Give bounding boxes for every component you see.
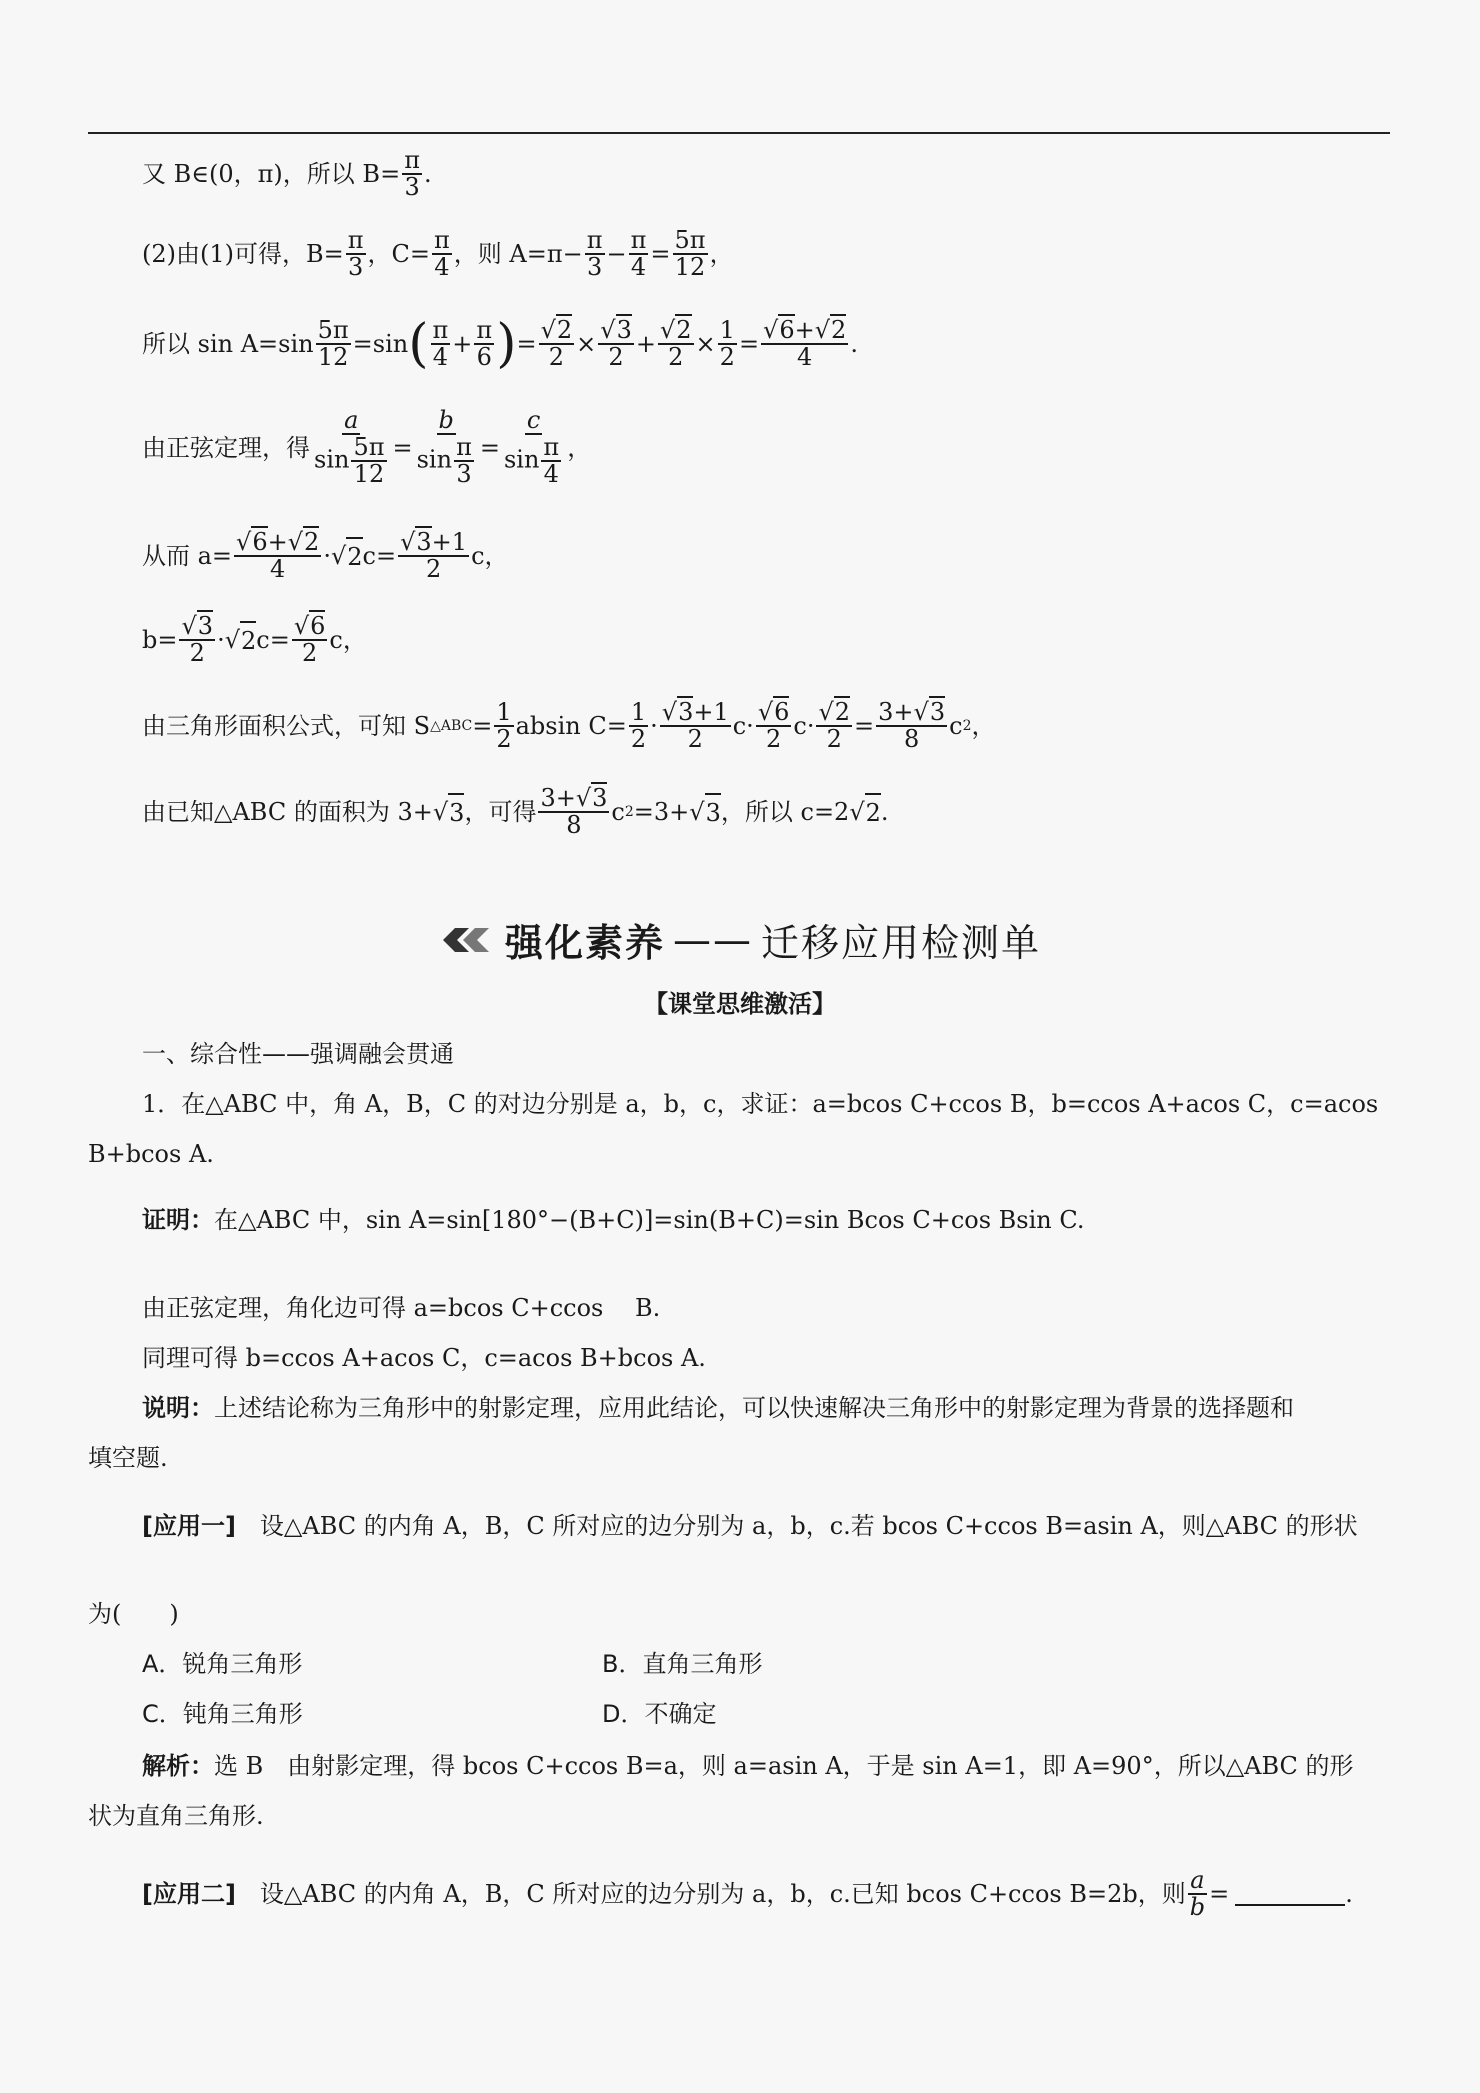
numerator: c <box>526 406 541 434</box>
text: = <box>1209 1880 1230 1909</box>
denominator: 12 <box>674 253 706 282</box>
denominator: 2 <box>630 725 647 754</box>
three-plus: 3+ <box>878 698 914 726</box>
radicand: 2 <box>304 528 320 556</box>
radicand: 6 <box>310 612 326 640</box>
text: . <box>423 160 432 189</box>
fraction <box>598 318 634 370</box>
numerator <box>658 318 694 345</box>
option-d[interactable]: D．不确定 <box>602 1700 717 1728</box>
fraction <box>538 786 609 838</box>
fraction <box>756 700 792 752</box>
sqrt-symbol <box>541 316 556 344</box>
numerator: π <box>404 146 420 174</box>
text: = <box>392 433 413 462</box>
fraction <box>585 228 605 280</box>
fraction <box>541 435 561 487</box>
fraction <box>431 318 451 370</box>
text: = <box>472 712 493 741</box>
radicand: 3 <box>197 612 214 640</box>
text: ， <box>709 240 734 269</box>
sqrt-symbol <box>181 612 196 640</box>
fraction <box>816 700 852 752</box>
solution-line-5 <box>142 530 509 582</box>
denominator: 3 <box>404 173 420 202</box>
radicand: 6 <box>252 528 268 556</box>
denominator: 2 <box>765 725 782 754</box>
sqrt-symbol <box>288 528 303 556</box>
numerator <box>234 530 321 557</box>
sin: sin <box>314 445 350 474</box>
sqrt-symbol <box>600 316 615 344</box>
denominator: 2 <box>668 343 684 372</box>
numerator: 1 <box>630 698 647 726</box>
numerator <box>292 614 328 641</box>
denominator: 2 <box>687 725 703 754</box>
text: (2)由(1)可得，B= <box>142 240 344 269</box>
radicand: 6 <box>779 316 795 344</box>
fraction <box>1188 1868 1207 1920</box>
application-1 <box>142 1508 1358 1544</box>
fraction <box>415 408 478 488</box>
fraction <box>673 228 708 280</box>
denominator <box>415 435 478 487</box>
numerator: π <box>543 433 560 462</box>
numerator: π <box>476 316 493 344</box>
text: c= <box>256 626 290 655</box>
sqrt-symbol <box>815 316 830 344</box>
fraction <box>660 700 731 752</box>
text: c， <box>471 542 509 571</box>
proof-line-3: 同理可得 b=ccos A+acos C，c=acos B+bcos A. <box>142 1344 706 1372</box>
denominator: 8 <box>904 725 920 754</box>
fraction <box>539 318 575 370</box>
proof-text: 在△ABC 中，sin A=sin[180°−(B+C)]=sin(B+C)=sin Bcos C+cos Bsin C. <box>214 1206 1085 1234</box>
option-a[interactable]: A．锐角三角形 <box>142 1650 303 1678</box>
fraction <box>718 318 737 370</box>
radicand: 2 <box>556 316 573 344</box>
radicand: 3 <box>416 528 432 556</box>
denominator: 4 <box>630 253 647 282</box>
sqrt-symbol <box>400 528 415 556</box>
radicand: 2 <box>240 621 256 659</box>
denominator: 4 <box>434 253 450 282</box>
sqrt-symbol <box>689 794 704 830</box>
proof-line-2: 由正弦定理，角化边可得 a=bcos C+ccos B. <box>142 1294 661 1322</box>
numerator: 5π <box>353 433 385 462</box>
fraction <box>494 700 513 752</box>
text: . <box>850 330 858 359</box>
radicand: 3 <box>616 316 632 344</box>
text: c <box>611 798 625 827</box>
text: 所以 sin A=sin <box>142 330 314 359</box>
plus-one: +1 <box>693 698 729 726</box>
denominator: 3 <box>456 460 472 489</box>
fraction <box>346 228 366 280</box>
analysis-line-2: 状为直角三角形. <box>88 1802 264 1830</box>
note-text: 上述结论称为三角形中的射影定理，应用此结论，可以快速解决三角形中的射影定理为背景的选择题和 <box>214 1394 1294 1422</box>
sqrt-symbol <box>294 612 309 640</box>
option-c[interactable]: C．钝角三角形 <box>142 1700 303 1728</box>
plus: + <box>267 528 288 556</box>
note-label: 说明： <box>142 1394 214 1422</box>
radicand: 3 <box>592 784 608 812</box>
heading-1: 一、综合性——强调融会贯通 <box>142 1040 454 1068</box>
left-paren: ( <box>408 314 429 375</box>
solution-line-1 <box>142 148 432 200</box>
text: × <box>576 330 597 359</box>
numerator: π <box>347 226 364 254</box>
solution-line-2 <box>142 228 734 280</box>
fraction <box>454 435 474 487</box>
text: ，则 A=π− <box>453 240 583 269</box>
option-b[interactable]: B．直角三角形 <box>602 1650 763 1678</box>
subscript: △ABC <box>430 718 473 735</box>
sin: sin <box>503 445 540 474</box>
proof-line <box>142 1202 1085 1238</box>
denominator: 4 <box>543 460 559 489</box>
sqrt-symbol <box>236 528 251 556</box>
denominator: 4 <box>797 343 813 372</box>
denominator: 12 <box>317 343 349 372</box>
text: · <box>217 626 225 655</box>
numerator <box>876 700 947 727</box>
superscript: 2 <box>962 718 972 735</box>
application-1-text: 设△ABC 的内角 A，B，C 所对应的边分别为 a，b，c.若 bcos C+ccos B=asin A，则△ABC 的形状 <box>235 1512 1358 1540</box>
denominator: 2 <box>301 639 318 668</box>
answer-blank[interactable] <box>1235 1882 1345 1906</box>
solution-line-3 <box>142 314 858 375</box>
text: =sin <box>352 330 409 359</box>
numerator: a <box>344 406 359 434</box>
application-1-label: [应用一] <box>142 1512 236 1540</box>
text: − <box>606 240 627 269</box>
text: × <box>695 330 716 359</box>
application-2-text: 设△ABC 的内角 A，B，C 所对应的边分别为 a，b，c.已知 bcos C+ccos B=2b，则 <box>235 1880 1186 1909</box>
fraction <box>502 408 565 488</box>
superscript: 2 <box>624 804 634 821</box>
denominator: 2 <box>608 343 624 372</box>
denominator: 2 <box>548 343 565 372</box>
sqrt-symbol <box>225 622 240 658</box>
denominator: 3 <box>587 253 603 282</box>
text: c· <box>732 712 754 741</box>
fraction <box>402 148 422 200</box>
denominator: 6 <box>476 343 492 372</box>
text: ，所以 c=2 <box>720 798 850 827</box>
fraction <box>316 318 351 370</box>
section-title-rest: 迁移应用检测单 <box>761 921 1042 965</box>
fraction <box>179 614 215 666</box>
denominator: 2 <box>425 555 442 584</box>
solution-line-4 <box>142 408 591 488</box>
numerator: a <box>1190 1866 1205 1894</box>
fraction <box>312 408 391 488</box>
sqrt-symbol <box>914 698 929 726</box>
denominator: 4 <box>432 343 449 372</box>
analysis-text: 选 B 由射影定理，得 bcos C+ccos B=a，则 a=asin A，于是 sin A=1，即 A=90°，所以△ABC 的形 <box>214 1752 1354 1780</box>
numerator: π <box>586 226 603 254</box>
text: . <box>880 798 889 827</box>
denominator <box>502 435 565 487</box>
radicand: 2 <box>834 698 851 726</box>
denominator: 2 <box>189 639 205 668</box>
numerator: π <box>432 316 449 344</box>
denominator: 4 <box>270 555 286 584</box>
denominator <box>312 435 391 487</box>
numerator <box>398 530 469 557</box>
denominator: 8 <box>566 811 582 840</box>
fraction <box>761 318 848 370</box>
sqrt-symbol <box>758 698 773 726</box>
text: · <box>323 542 331 571</box>
fraction <box>474 318 494 370</box>
radicand: 3 <box>705 793 721 831</box>
sqrt-symbol <box>433 794 448 830</box>
text: 从而 a= <box>142 542 233 571</box>
numerator: 5π <box>674 226 706 254</box>
text: c， <box>329 626 367 655</box>
fraction <box>876 700 947 752</box>
text: = <box>516 330 537 359</box>
section-title <box>0 912 1480 967</box>
denominator: 3 <box>348 253 364 282</box>
text: c· <box>793 712 815 741</box>
sqrt-symbol <box>331 538 346 574</box>
solution-line-6 <box>142 614 367 666</box>
fraction <box>234 530 321 582</box>
plus: + <box>794 316 815 344</box>
text: absin C= <box>515 712 627 741</box>
sqrt-symbol <box>660 316 675 344</box>
text: · <box>650 712 658 741</box>
radicand: 2 <box>676 316 692 344</box>
application-2-label: [应用二] <box>142 1880 236 1909</box>
text: 又 B∈(0，π)，所以 B= <box>142 160 401 189</box>
denominator: b <box>1189 1893 1206 1922</box>
three-plus: 3+ <box>540 784 576 812</box>
text: = <box>738 330 760 359</box>
numerator: π <box>456 433 472 462</box>
radicand: 2 <box>865 793 881 831</box>
header-rule <box>88 132 1390 134</box>
text: = <box>650 240 671 269</box>
analysis-line <box>142 1748 1354 1784</box>
numerator <box>756 700 792 727</box>
text: ， <box>567 433 592 462</box>
text: 由已知△ABC 的面积为 3+ <box>142 798 433 827</box>
denominator: 2 <box>826 725 842 754</box>
sqrt-symbol <box>849 794 864 830</box>
numerator: 1 <box>496 698 512 726</box>
fraction <box>398 530 469 582</box>
solution-line-8 <box>142 786 889 838</box>
fraction <box>629 700 648 752</box>
text: ，C= <box>367 240 431 269</box>
numerator <box>598 318 634 345</box>
sqrt-symbol <box>662 698 677 726</box>
note-line-2: 填空题. <box>88 1444 168 1472</box>
fraction <box>432 228 452 280</box>
numerator <box>179 614 215 641</box>
fraction <box>351 435 386 487</box>
fraction <box>658 318 694 370</box>
fraction <box>292 614 328 666</box>
text: . <box>1345 1880 1353 1909</box>
numerator: 1 <box>719 316 735 344</box>
radicand: 3 <box>678 698 694 726</box>
sqrt-symbol <box>818 698 833 726</box>
section-title-bold: 强化素养 <box>504 921 665 965</box>
numerator <box>539 318 575 345</box>
text: + <box>452 330 473 359</box>
text: b= <box>142 626 178 655</box>
numerator: b <box>438 406 454 434</box>
text: 由正弦定理，得 <box>142 433 310 462</box>
sqrt-symbol <box>763 316 778 344</box>
radicand: 3 <box>929 698 946 726</box>
sin: sin <box>416 445 453 474</box>
numerator <box>538 786 609 813</box>
text: + <box>635 330 656 359</box>
solution-line-7 <box>142 700 996 752</box>
right-paren: ) <box>496 314 517 375</box>
question-1-line-1: 1．在△ABC 中，角 A，B，C 的对边分别是 a，b，c，求证：a=bcos C+ccos B，b=ccos A+acos C，c=acos <box>142 1090 1379 1118</box>
numerator: π <box>434 226 450 254</box>
analysis-label: 解析： <box>142 1752 214 1780</box>
radicand: 2 <box>831 316 847 344</box>
radicand: 3 <box>448 793 464 831</box>
section-logo-icon <box>439 923 493 957</box>
denominator: 12 <box>353 460 385 489</box>
text: 由三角形面积公式，可知 S <box>142 712 431 741</box>
text: ，可得 <box>464 798 537 827</box>
question-1-line-2: B+bcos A. <box>88 1140 214 1168</box>
text: ， <box>971 712 996 741</box>
radicand: 6 <box>774 698 790 726</box>
text: = <box>479 433 500 462</box>
text: c= <box>362 542 397 571</box>
section-subtitle: 【课堂思维激活】 <box>644 990 836 1018</box>
radicand: 2 <box>346 537 362 575</box>
text: c <box>949 712 963 741</box>
numerator <box>761 318 848 345</box>
sqrt-symbol <box>576 784 591 812</box>
proof-label: 证明： <box>142 1206 214 1234</box>
numerator: π <box>630 226 647 254</box>
application-2 <box>142 1868 1353 1920</box>
plus-one: +1 <box>431 528 468 556</box>
denominator: 2 <box>496 725 512 754</box>
numerator: 5π <box>317 316 349 344</box>
denominator: 2 <box>719 343 735 372</box>
text: = <box>854 712 875 741</box>
numerator <box>660 700 731 727</box>
section-title-dash: —— <box>673 917 753 962</box>
application-1-line-2: 为( ) <box>88 1600 179 1628</box>
text: =3+ <box>633 798 690 827</box>
numerator <box>816 700 852 727</box>
fraction <box>629 228 649 280</box>
note-line <box>142 1390 1294 1426</box>
